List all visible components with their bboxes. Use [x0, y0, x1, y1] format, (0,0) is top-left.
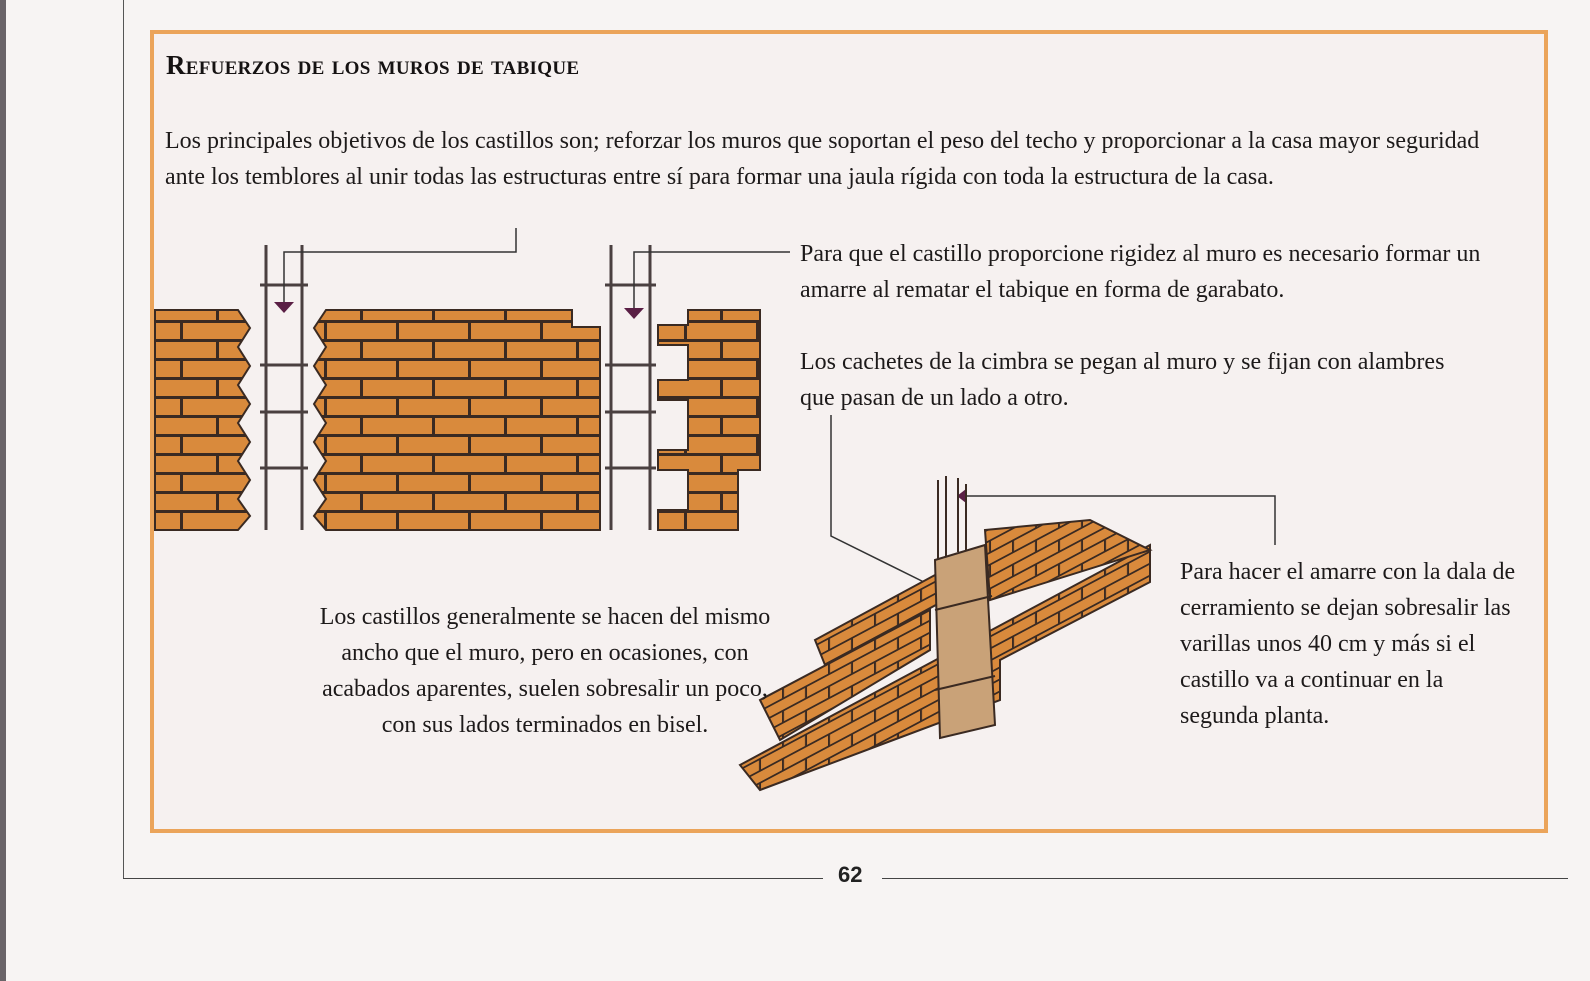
note-amarre-dala: Para hacer el amarre con la dala de cerramiento se dejan sobresalir las varillas unos 40 cm y más si el castillo va a continuar en la segunda planta.	[1180, 559, 1516, 729]
arrow-down-icon	[274, 302, 294, 313]
brick-wall-middle	[314, 310, 600, 530]
note-ancho-castillo: Los castillos generalmente se hacen del mismo ancho que el muro, pero en ocasiones, con acabados aparentes, suelen sobresalir un poco, con sus lados terminados en bisel.	[319, 604, 771, 738]
note-cachetes: Los cachetes de la cimbra se pegan al muro y se fijan con alambres que pasan de un lado a otro.	[800, 349, 1445, 411]
section-title: Refuerzos de los muros de tabique	[166, 50, 580, 80]
formwork-cimbra	[935, 545, 995, 738]
intro-paragraph: Los principales objetivos de los castillos son; reforzar los muros que soportan el peso del techo y proporcionar a la casa mayor seguridad ante los temblores al unir todas las estructuras entre sí para formar una jaula rígida con toda la estructura de la casa.	[165, 128, 1480, 190]
rebar-cage-2	[605, 245, 656, 530]
note-rigidez: Para que el castillo proporcione rigidez al muro es necesario formar un amarre al rematar el tabique en forma de garabato.	[800, 241, 1481, 303]
brick-wall-right	[658, 310, 760, 530]
arrow-down-icon	[624, 308, 644, 319]
page-number: 62	[838, 862, 863, 887]
isometric-wall-with-castillo	[740, 476, 1150, 790]
brick-wall-left	[155, 310, 250, 530]
